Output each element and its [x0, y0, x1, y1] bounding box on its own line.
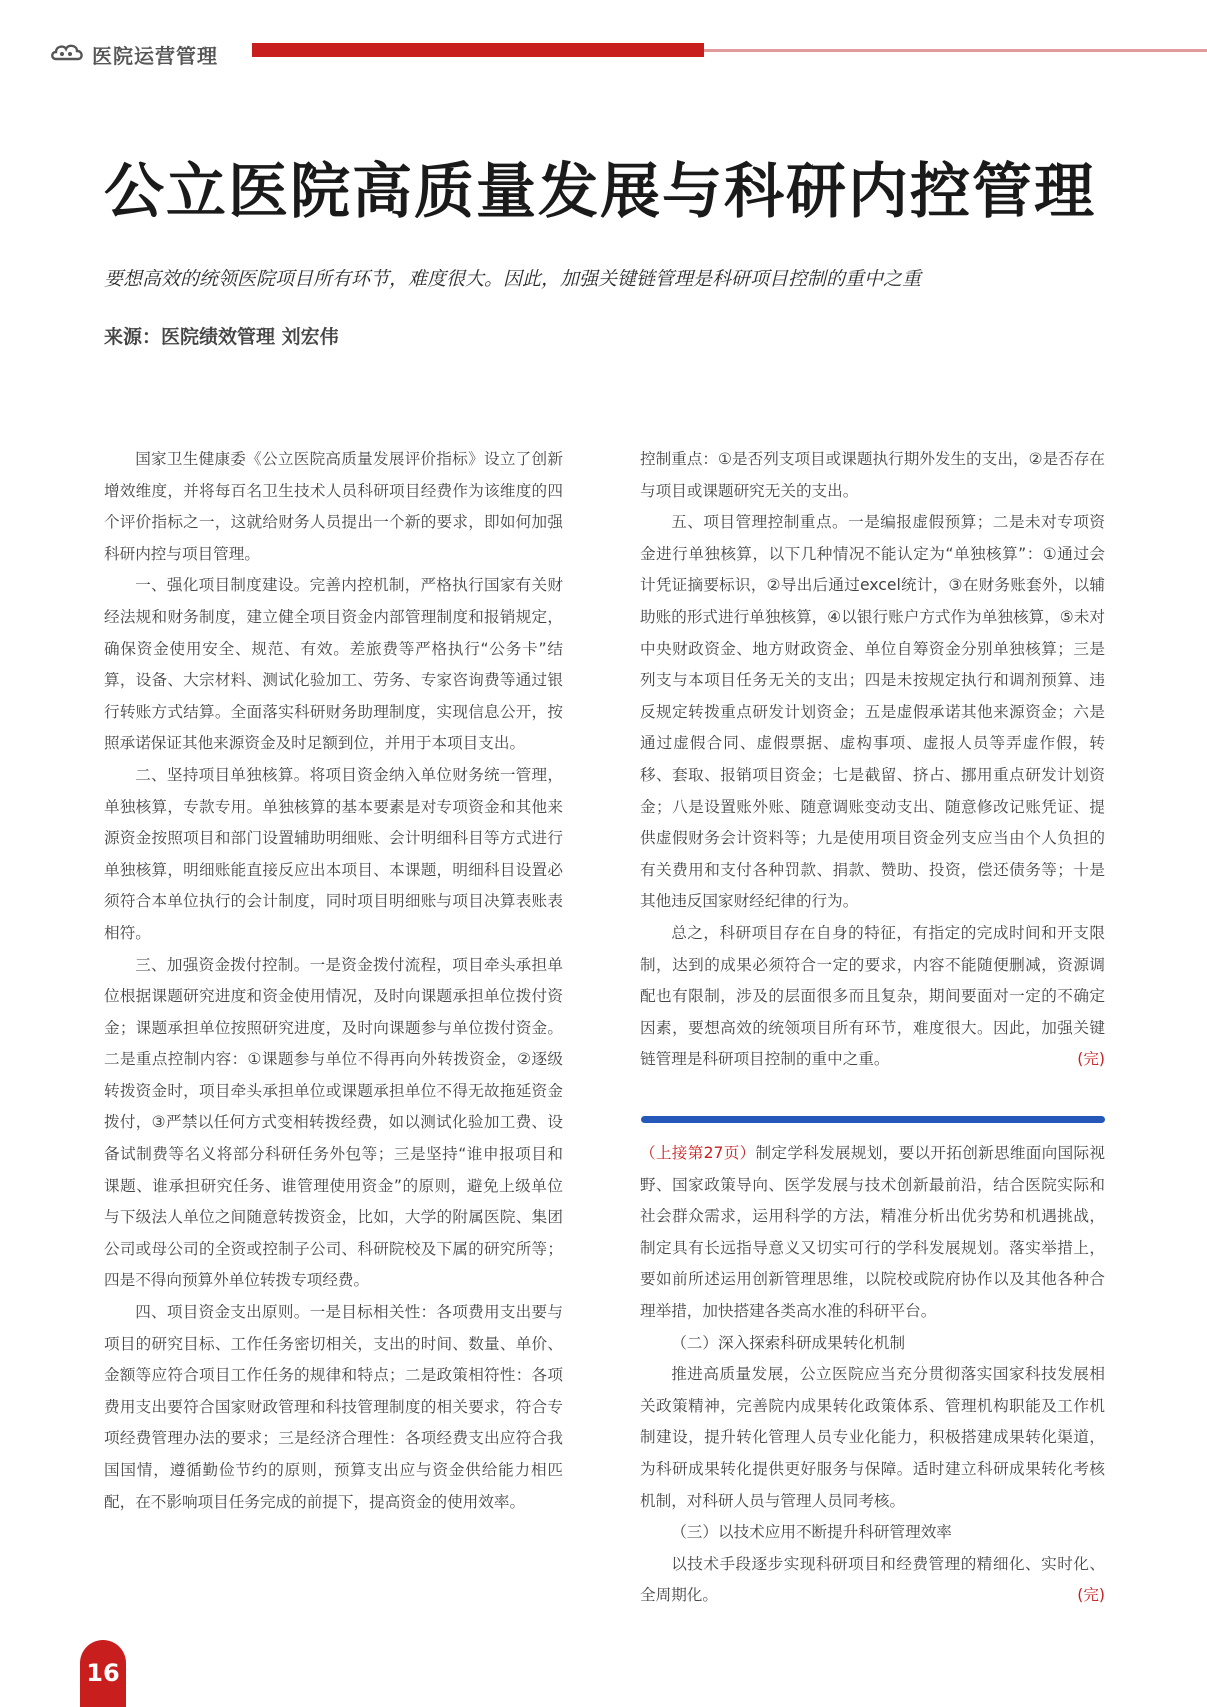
paragraph [640, 1549, 1105, 1612]
header-thin-line [704, 49, 1207, 52]
paragraph: 五、项目管理控制重点。一是编报虚假预算；二是未对专项资金进行单独核算，以下几种情况不能认定为“单独核算”：①通过会计凭证摘要标识，②导出后通过excel统计，③在财务账套外，以辅助账的形式进行单独核算，④以银行账户方式作为单独核算，⑤未对中央财政资金、地方财政资金、单位自筹资金分别单独核算；三是列支与本项目任务无关的支出；四是未按规定执行和调剂预算、违反规定转拨重点研发计划资金；五是虚假承诺其他来源资金；六是通过虚假合同、虚假票据、虚构事项、虚报人员等弄虚作假，转移、套取、报销项目资金；七是截留、挤占、挪用重点研发计划资金；八是设置账外账、随意调账变动支出、随意修改记账凭证、提供虚假财务会计资料等；九是使用项目资金列支应当由个人负担的有关费用和支付各种罚款、捐款、赞助、投资，偿还债务等；十是其他违反国家财经纪律的行为。 [640, 513, 1105, 911]
paragraph-text: 总之，科研项目存在自身的特征，有指定的完成时间和开支限制，达到的成果必须符合一定的要求，内容不能随便删减，资源调配也有限制，涉及的层面很多而且复杂，期间要面对一定的不确定因素，要想高效的统领项目所有环节，难度很大。因此，加强关键链管理是科研项目控制的重中之重。 [640, 923, 1105, 1069]
subheading: （二）深入探索科研成果转化机制 [671, 1333, 906, 1352]
paragraph: 一、强化项目制度建设。完善内控机制，严格执行国家有关财经法规和财务制度，建立健全项目资金内部管理制度和报销规定，确保资金使用安全、规范、有效。差旅费等严格执行“公务卡”结算，设备、大宗材料、测试化验加工、劳务、专家咨询费等通过银行转账方式结算。全面落实科研财务助理制度，实现信息公开，按照承诺保证其他来源资金及时足额到位，并用于本项目支出。 [104, 576, 563, 753]
end-mark: (完) [1077, 1050, 1105, 1069]
paragraph: 控制重点：①是否列支项目或课题执行期外发生的支出，②是否存在与项目或课题研究无关的支出。 [640, 450, 1105, 500]
header-accent-bar [252, 43, 704, 57]
paragraph-text: 以技术手段逐步实现科研项目和经费管理的精细化、实时化、全周期化。 [640, 1554, 1105, 1605]
page-number: 16 [80, 1640, 126, 1707]
cloud-logo-icon [50, 42, 84, 62]
section-divider [641, 1116, 1105, 1123]
end-mark: (完) [1077, 1586, 1105, 1605]
paragraph [640, 918, 1105, 1076]
paragraph [640, 1138, 1105, 1328]
article-title: 公立医院高质量发展与科研内控管理 [104, 157, 1096, 227]
paragraph: 四、项目资金支出原则。一是目标相关性：各项费用支出要与项目的研究目标、工作任务密切相关，支出的时间、数量、单价、金额等应符合项目工作任务的规律和特点；二是政策相符性：各项费用支出要符合国家财政管理和科技管理制度的相关要求，符合专项经费管理办法的要求；三是经济合理性：各项经费支出应符合我国国情，遵循勤俭节约的原则，预算支出应与资金供给能力相匹配，在不影响项目任务完成的前提下，提高资金的使用效率。 [104, 1303, 563, 1511]
subheading: （三）以技术应用不断提升科研管理效率 [671, 1523, 952, 1542]
paragraph: 国家卫生健康委《公立医院高质量发展评价指标》设立了创新增效维度，并将每百名卫生技术人员科研项目经费作为该维度的四个评价指标之一，这就给财务人员提出一个新的要求，即如何加强科研内控与项目管理。 [104, 450, 563, 563]
watermark: 会计思维 [760, 1572, 864, 1600]
article-subtitle: 要想高效的统领医院项目所有环节，难度很大。因此，加强关键链管理是科研项目控制的重中之重 [104, 268, 922, 290]
continued-from-label: （上接第27页） [640, 1144, 756, 1162]
paragraph: 推进高质量发展，公立医院应当充分贯彻落实国家科技发展相关政策精神，完善院内成果转化政策体系、管理机构职能及工作机制建设，提升转化管理人员专业化能力，积极搭建成果转化渠道，为科研成果转化提供更好服务与保障。适时建立科研成果转化考核机制，对科研人员与管理人员同考核。 [640, 1365, 1105, 1510]
right-column-top [640, 444, 1105, 1076]
article-source: 来源：医院绩效管理 刘宏伟 [104, 326, 339, 348]
paragraph: 二、坚持项目单独核算。将项目资金纳入单位财务统一管理，单独核算，专款专用。单独核算的基本要素是对专项资金和其他来源资金按照项目和部门设置辅助明细账、会计明细科目等方式进行单独核算，明细账能直接反应出本项目、本课题，明细科目设置必须符合本单位执行的会计制度，同时项目明细账与项目决算表账表相符。 [104, 765, 563, 942]
left-column [104, 444, 563, 1518]
paragraph-text: 制定学科发展规划，要以开拓创新思维面向国际视野、国家政策导向、医学发展与技术创新最前沿，结合医院实际和社会群众需求，运用科学的方法，精准分析出优劣势和机遇挑战，制定具有长远指导意义又切实可行的学科发展规划。落实举措上，要如前所述运用创新管理思维，以院校或院府协作以及其他各种合理举措，加快搭建各类高水准的科研平台。 [640, 1144, 1105, 1320]
paragraph: 三、加强资金拨付控制。一是资金拨付流程，项目牵头承担单位根据课题研究进度和资金使用情况，及时向课题承担单位拨付资金；课题承担单位按照研究进度，及时向课题参与单位拨付资金。二是重点控制内容：①课题参与单位不得再向外转拨资金，②逐级转拨资金时，项目牵头承担单位或课题承担单位不得无故拖延资金拨付，③严禁以任何方式变相转拨经费，如以测试化验加工费、设备试制费等名义将部分科研任务外包等；三是坚持“谁申报项目和课题、谁承担研究任务、谁管理使用资金”的原则，避免上级单位与下级法人单位之间随意转拨资金，比如，大学的附属医院、集团公司或母公司的全资或控制子公司、科研院校及下属的研究所等；四是不得向预算外单位转拨专项经费。 [104, 955, 563, 1290]
page-header [0, 0, 1207, 90]
section-label: 医院运营管理 [92, 44, 218, 68]
right-column-bottom [640, 1138, 1105, 1612]
